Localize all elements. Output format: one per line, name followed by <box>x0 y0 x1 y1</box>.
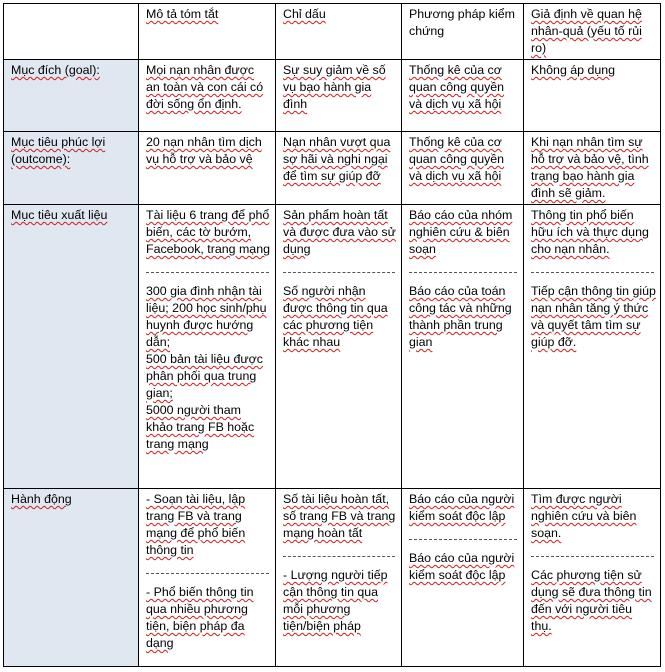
header-summary: Mô tả tóm tắt <box>139 4 276 60</box>
logframe-table <box>3 3 661 667</box>
action-summary-create: - Soạn tài liệu, lập trang FB và trang mạng để phổ biến thông tin <box>146 492 246 557</box>
output-indicator <box>276 205 402 489</box>
outcome-summary: 20 nạn nhân tìm dịch vụ hỗ trợ và bảo vệ <box>139 132 276 205</box>
output-indicator-reach: Số người nhận được thông tin qua các phương tiện khác nhau <box>283 284 388 349</box>
goal-row <box>4 60 661 132</box>
action-indicator-reach: - Lượng người tiếp cận thông tin qua mỗi phương tiện/biện pháp <box>283 568 388 633</box>
dashed-divider <box>283 264 395 273</box>
output-summary-families: 300 gia đình nhận tài liệu; 200 học sinh/phụ huynh được hướng dẫn; <box>146 284 267 349</box>
goal-assumption: Không áp dụng <box>524 60 661 132</box>
action-indicator <box>276 489 402 667</box>
action-label: Hành động <box>4 489 139 667</box>
outcome-verification: Thống kê của cơ quan công quyền và dịch vụ xã hội <box>402 132 524 205</box>
action-verification-1: Báo cáo của người kiểm soát độc lập <box>409 492 515 523</box>
dashed-divider <box>283 548 395 557</box>
output-row <box>4 205 661 489</box>
dashed-divider <box>146 264 269 273</box>
output-assumption-useful: Thông tin phổ biến hữu ích và thực dụng cho nạn nhân. <box>531 208 649 256</box>
dashed-divider <box>531 548 654 557</box>
output-summary-visitors: 5000 người tham khảo trang FB hoặc trang mạng <box>146 403 255 451</box>
dashed-divider <box>146 565 269 574</box>
action-summary-distribute: - Phổ biến thông tin qua nhiều phương tiện, biện pháp đa dạng <box>146 585 254 650</box>
action-assumption-staff: Tìm được người nghiên cứu và biên soạn. <box>531 492 637 540</box>
output-label: Mục tiêu xuất liệu <box>4 205 139 489</box>
action-verification-2: Báo cáo của người kiểm soát độc lập <box>409 551 515 582</box>
dashed-divider <box>409 264 517 273</box>
action-summary <box>139 489 276 667</box>
outcome-indicator: Nạn nhân vượt qua sợ hãi và nghi ngại để tìm sự giúp đỡ <box>276 132 402 205</box>
outcome-row <box>4 132 661 205</box>
output-summary-copies: 500 bản tài liệu được phân phối qua trung gian; <box>146 352 263 400</box>
action-row <box>4 489 661 667</box>
output-assumption <box>524 205 661 489</box>
dashed-divider <box>531 264 654 273</box>
output-verification-research: Báo cáo của nhóm nghiên cứu & biên soạn <box>409 208 513 256</box>
output-indicator-products: Sản phẩm hoàn tất và được đưa vào sử dụng <box>283 208 396 256</box>
header-row <box>4 4 661 60</box>
header-indicator: Chỉ dấu <box>276 4 402 60</box>
header-verification: Phương pháp kiểm chứng <box>402 4 524 60</box>
outcome-label: Mục tiêu phúc lợi (outcome): <box>4 132 139 205</box>
output-verification-team: Báo cáo của toán công tác và những thành phần trung gian <box>409 284 512 349</box>
output-summary <box>139 205 276 489</box>
dashed-divider <box>409 531 517 540</box>
output-verification <box>402 205 524 489</box>
output-summary-products: Tài liệu 6 trang để phổ biến, các tờ bướm, Facebook, trang mạng <box>146 208 270 256</box>
action-assumption <box>524 489 661 667</box>
goal-label: Mục đích (goal): <box>4 60 139 132</box>
header-blank-cell <box>4 4 139 60</box>
output-assumption-access: Tiếp cận thông tin giúp nạn nhân tăng ý thức và quyết tâm tìm sự giúp đỡ. <box>531 284 656 349</box>
goal-verification: Thống kê của cơ quan công quyền và dịch vụ xã hội <box>402 60 524 132</box>
goal-indicator: Sự suy giảm về số vụ bạo hành gia đình <box>276 60 402 132</box>
goal-summary: Mọi nạn nhân được an toàn và con cái có đời sống ổn định. <box>139 60 276 132</box>
action-verification <box>402 489 524 667</box>
header-assumption: Giả định về quan hệ nhân-quả (yếu tố rủi ro) <box>524 4 661 60</box>
action-assumption-channels: Các phương tiện sử dụng sẽ đưa thông tin đến với người tiêu thụ. <box>531 568 652 633</box>
action-indicator-completed: Số tài liệu hoàn tất, số trang FB và trang mạng hoàn tất <box>283 492 396 540</box>
outcome-assumption: Khi nạn nhân tìm sự hỗ trợ và bảo vệ, tình trạng bạo hành gia đình sẽ giảm. <box>524 132 661 205</box>
